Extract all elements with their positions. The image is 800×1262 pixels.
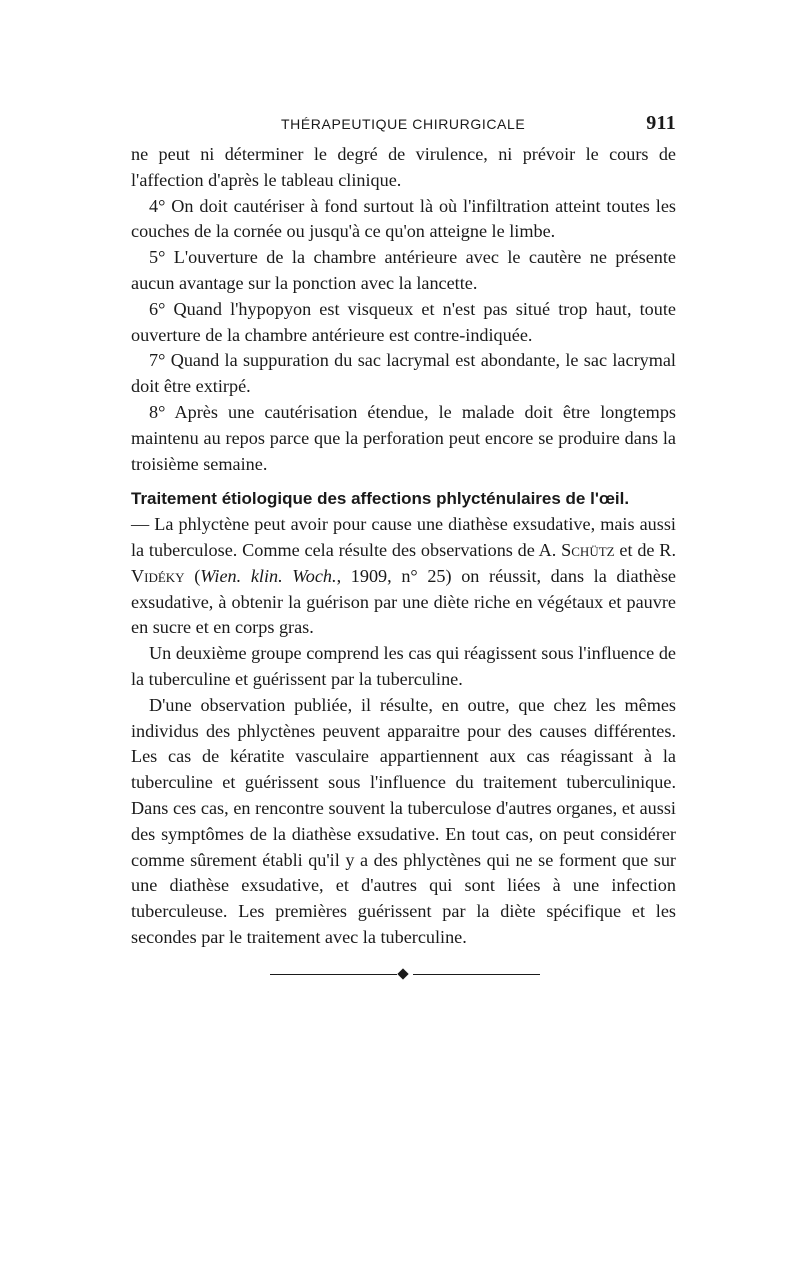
paragraph-item-7: 7° Quand la suppuration du sac lacrymal est abondante, le sac lacrymal doit être extirpé. bbox=[131, 350, 676, 397]
ornament-rule-left bbox=[270, 974, 397, 976]
page-number: 911 bbox=[646, 112, 676, 134]
body-text bbox=[131, 142, 676, 951]
section-paragraph-3: D'une observation publiée, il résulte, en outre, que chez les mêmes individus des phlyctènes peuvent apparaitre pour des causes différentes. Les cas de kératite vasculaire appartiennent aux cas réagissant à la tuberculine et guérissent sous l'influence du traitement tuberculinique. Dans ces cas, en rencontre souvent la tuberculose d'autres organes, et aussi des symptômes de la diathèse exsudative. En tout cas, on peut considérer comme sûrement établi qu'il y a des phlyctènes qui ne se forment que sur une diathèse exsudative, et d'autres qui sont liées à une infection tuberculeuse. Les premières guérissent par la diète spécifique et les secondes par le traitement avec la tuberculine. bbox=[131, 694, 676, 947]
author-schutz: Schütz bbox=[561, 539, 615, 560]
end-ornament bbox=[270, 969, 540, 981]
book-page bbox=[131, 112, 676, 981]
section-paragraph-2: Un deuxième groupe comprend les cas qui réagissent sous l'influence de la tuberculine et guérissent par la tuberculine. bbox=[131, 643, 676, 689]
paragraph-item-4: 4° On doit cautériser à fond surtout là où l'infiltration atteint toutes les couches de la cornée ou jusqu'à ce qu'on atteigne le limbe. bbox=[131, 195, 676, 242]
section-etiological-treatment bbox=[131, 486, 676, 950]
section-intro-b: et de R. bbox=[614, 539, 676, 560]
paragraph-continued: ne peut ni déterminer le degré de virulence, ni prévoir le cours de l'affection d'après le tableau clinique. bbox=[131, 144, 676, 190]
section-intro-a: — La phlyctène peut avoir pour cause une diathèse exsudative, mais aussi la tuberculose. Comme cela résulte des observations de A. bbox=[131, 514, 676, 560]
running-title: THÉRAPEUTIQUE CHIRURGICALE bbox=[281, 116, 526, 132]
section-title: Traitement étiologique des affections phlycténulaires de l'œil. bbox=[131, 489, 630, 509]
paragraph-item-8: 8° Après une cautérisation étendue, le malade doit être longtemps maintenu au repos parce que la perforation peut encore se produire dans la troisième semaine. bbox=[131, 401, 676, 474]
page-header bbox=[131, 112, 676, 142]
paragraph-item-6: 6° Quand l'hypopyon est visqueux et n'est pas situé trop haut, toute ouverture de la chambre antérieure est contre-indiquée. bbox=[131, 298, 676, 345]
ornament-rule-right bbox=[413, 974, 540, 976]
journal-reference: Wien. klin. Woch. bbox=[200, 565, 337, 586]
diamond-icon bbox=[397, 968, 408, 979]
section-paragraph-1 bbox=[131, 486, 676, 641]
author-videky: Vidéky bbox=[131, 565, 185, 586]
section-intro-d: , 1909, n° 25) on réussit, dans la diathèse exsudative, à obtenir la guérison par une diète riche en végétaux et pauvre en sucre et en corps gras. bbox=[131, 565, 676, 638]
section-intro-c: ( bbox=[184, 565, 201, 586]
paragraph-item-5: 5° L'ouverture de la chambre antérieure avec le cautère ne présente aucun avantage sur la ponction avec la lancette. bbox=[131, 247, 676, 293]
